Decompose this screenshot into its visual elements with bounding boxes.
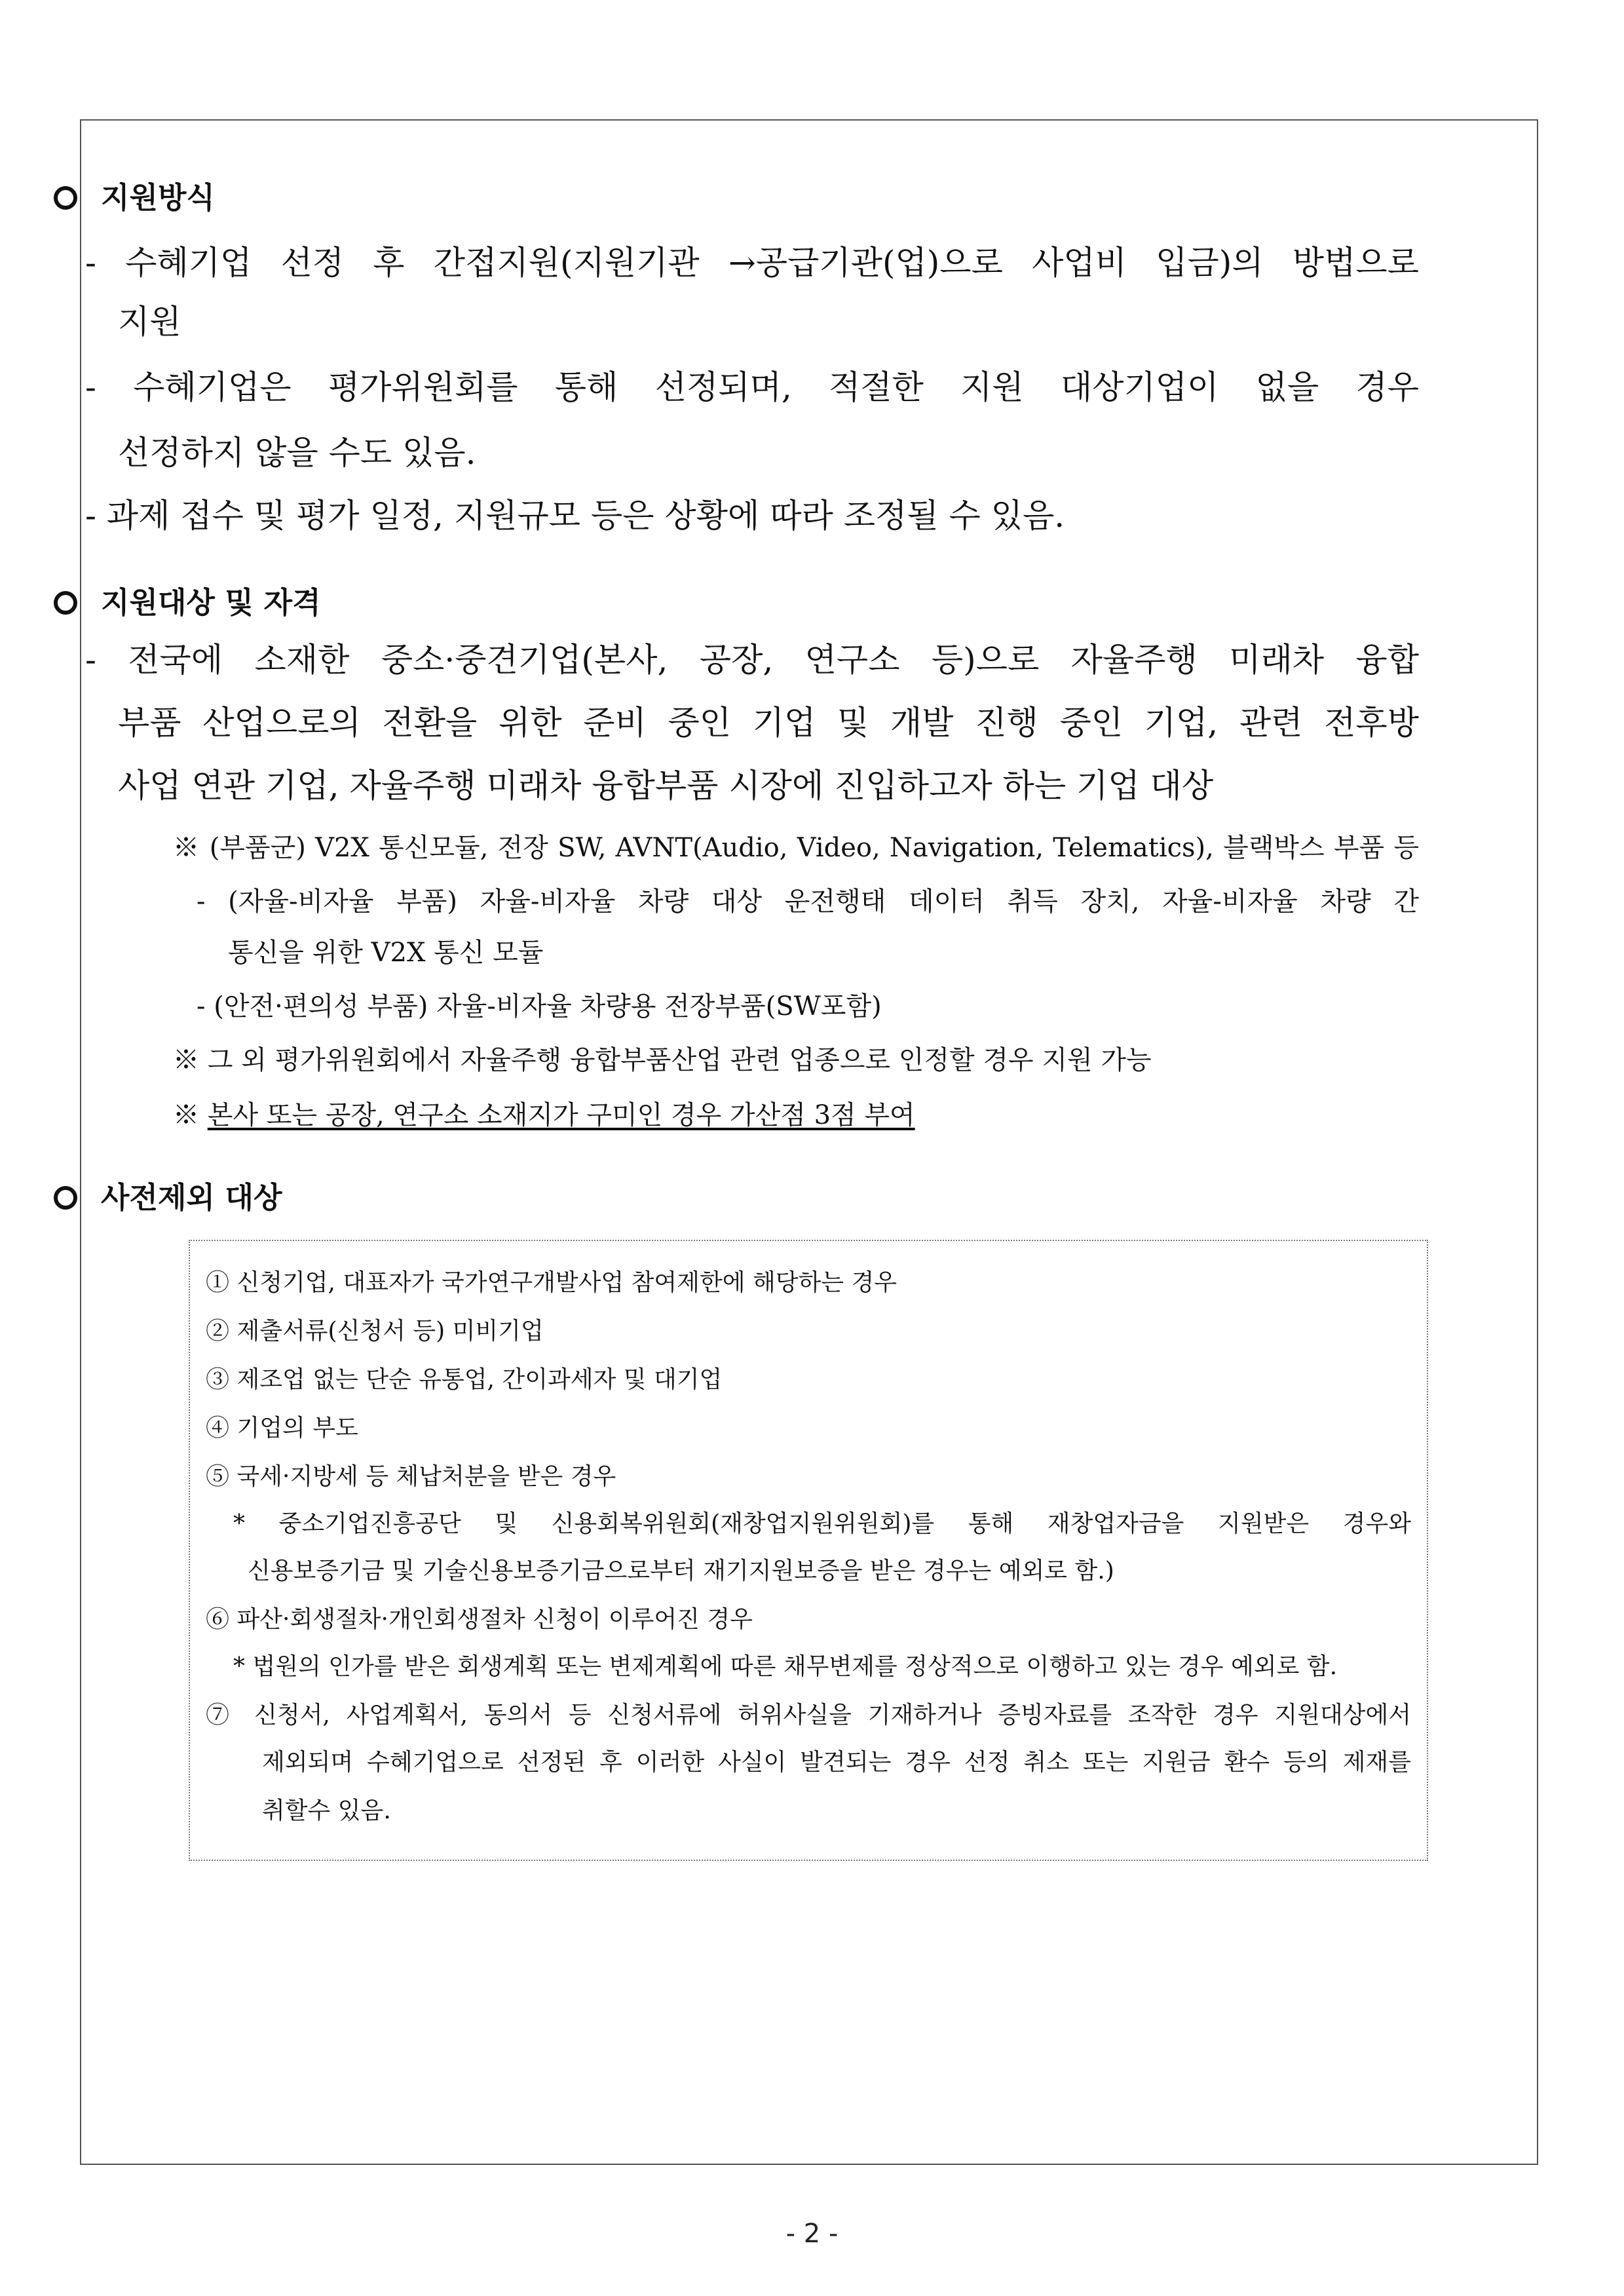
- exclusion-item-7-cont-1: 제외되며 수혜기업으로 선정된 후 이러한 사실이 발견되는 경우 선정 취소 또는 지원금 환수 등의 제재를: [262, 1749, 1411, 1776]
- eligibility-item-1: - 전국에 소재한 중소·중견기업(본사, 공장, 연구소 등)으로 자율주행 미래차 융합: [85, 641, 1419, 679]
- circle-bullet-icon: [54, 1186, 77, 1210]
- section-title-eligibility: 지원대상 및 자격: [54, 583, 321, 622]
- support-method-item-2: - 수혜기업은 평가위원회를 통해 선정되며, 적절한 지원 대상기업이 없을 경우: [85, 368, 1419, 406]
- exclusion-item-5-note: * 중소기업진흥공단 및 신용회복위원회(재창업지원위원회)를 통해 재창업자금을 지원받은 경우와: [233, 1510, 1411, 1537]
- support-method-item-3: - 과제 접수 및 평가 일정, 지원규모 등은 상황에 따라 조정될 수 있음.: [85, 497, 1065, 535]
- support-method-item-2-cont: 선정하지 않을 수도 있음.: [118, 434, 476, 472]
- exclusion-item-5: ⑤ 국세·지방세 등 체납처분을 받은 경우: [206, 1463, 616, 1490]
- parts-group-note: ※ (부품군) V2X 통신모듈, 전장 SW, AVNT(Audio, Video, Navigation, Telematics), 블랙박스 부품 등: [173, 833, 1419, 863]
- exclusion-item-6: ⑥ 파산·회생절차·개인회생절차 신청이 이루어진 경우: [206, 1606, 753, 1633]
- exclusion-item-7: ⑦ 신청서, 사업계획서, 동의서 등 신청서류에 허위사실을 기재하거나 증빙자료를 조작한 경우 지원대상에서: [206, 1702, 1411, 1729]
- support-method-item-1-cont: 지원: [118, 303, 181, 341]
- exclusion-item-5-note-cont: 신용보증기금 및 기술신용보증기금으로부터 재기지원보증을 받은 경우는 예외로 함.): [248, 1558, 1114, 1584]
- exclusion-item-2: ② 제출서류(신청서 등) 미비기업: [206, 1318, 544, 1345]
- exclusion-item-4: ④ 기업의 부도: [206, 1415, 358, 1442]
- bonus-point-note: ※ 본사 또는 공장, 연구소 소재지가 구미인 경우 가산점 3점 부여: [173, 1100, 915, 1130]
- bonus-point-text: 본사 또는 공장, 연구소 소재지가 구미인 경우 가산점 3점 부여: [207, 1100, 915, 1130]
- circle-bullet-icon: [54, 591, 77, 615]
- exclusion-item-1: ① 신청기업, 대표자가 국가연구개발사업 참여제한에 해당하는 경우: [206, 1269, 897, 1296]
- parts-sub-item-1-cont: 통신을 위한 V2X 통신 모듈: [228, 938, 544, 968]
- support-method-item-1: - 수혜기업 선정 후 간접지원(지원기관 →공급기관(업)으로 사업비 입금)의 방법으로: [85, 244, 1419, 282]
- section-title-support-method: 지원방식: [54, 178, 215, 218]
- eligibility-item-1-cont-1: 부품 산업으로의 전환을 위한 준비 중인 기업 및 개발 진행 중인 기업, 관련 전후방: [118, 704, 1419, 742]
- section-title-exclusions: 사전제외 대상: [54, 1178, 282, 1217]
- exclusion-item-3: ③ 제조업 없는 단순 유통업, 간이과세자 및 대기업: [206, 1366, 723, 1393]
- parts-sub-item-2: - (안전·편의성 부품) 자율-비자율 차량용 전장부품(SW포함): [197, 991, 882, 1022]
- circle-bullet-icon: [54, 186, 77, 210]
- exclusion-item-6-note: * 법원의 인가를 받은 회생계획 또는 변제계획에 따른 채무변제를 정상적으로 이행하고 있는 경우 예외로 함.: [233, 1653, 1338, 1680]
- parts-sub-item-1: - (자율-비자율 부품) 자율-비자율 차량 대상 운전행태 데이터 취득 장치, 자율-비자율 차량 간: [197, 887, 1419, 917]
- other-industry-note: ※ 그 외 평가위원회에서 자율주행 융합부품산업 관련 업종으로 인정할 경우 지원 가능: [173, 1045, 1152, 1075]
- page-number: - 2 -: [785, 2219, 839, 2249]
- exclusion-item-7-cont-2: 취할수 있음.: [262, 1797, 391, 1824]
- eligibility-item-1-cont-2: 사업 연관 기업, 자율주행 미래차 융합부품 시장에 진입하고자 하는 기업 대상: [118, 767, 1214, 805]
- exclusions-box: [189, 1240, 1428, 1861]
